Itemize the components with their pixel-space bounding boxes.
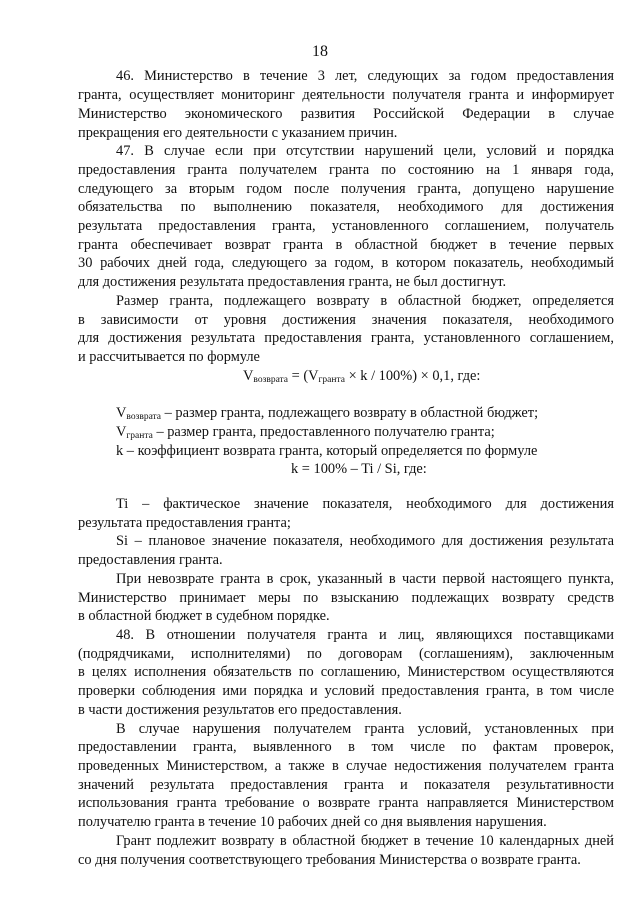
text-line: следующего за вторым годом после получения гранта, допущено нарушение <box>78 181 614 197</box>
text-line: в целях исполнения обязательств по соглашению, Министерством осуществляются <box>78 664 614 680</box>
text-line: Si – плановое значение показателя, необходимого для достижения результата <box>116 533 614 549</box>
text-line: Ti – фактическое значение показателя, необходимого для достижения <box>116 496 614 512</box>
text-line: проведенных Министерством, а также в случае недостижения получателем гранта <box>78 758 614 774</box>
text-line: (подрядчиками, исполнителями) по договорам (соглашениям), заключенным <box>78 646 614 662</box>
text-line: гранта, осуществляет мониторинг деятельности получателя гранта и информирует <box>78 87 614 103</box>
definition-v-return: $V_{возврата}$ – размер гранта, подлежащего возврату в областной бюджет; <box>116 405 539 422</box>
text-line: результата предоставления гранта; <box>78 515 291 531</box>
text-line: получателю гранта в течение 10 рабочих дней со дня выявления нарушения. <box>78 814 547 830</box>
text-line: 48. В отношении получателя гранта и лиц, являющихся поставщиками <box>116 627 614 643</box>
text-line: в областной бюджет в судебном порядке. <box>78 608 330 624</box>
text-line: При невозврате гранта в срок, указанный в части первой настоящего пункта, <box>116 571 614 587</box>
text-line: гранта обеспечивает возврат гранта в областной бюджет в течение первых <box>78 237 614 253</box>
text-line: в части достижения результатов его предоставления. <box>78 702 402 718</box>
definition-k: k – коэффициент возврата гранта, который определяется по формуле <box>116 443 538 459</box>
text-line: и рассчитывается по формуле <box>78 349 260 365</box>
text-line: проверки соблюдения ими порядка и условий предоставления гранта, в том числе <box>78 683 614 699</box>
text-line: Размер гранта, подлежащего возврату в областной бюджет, определяется <box>116 293 614 309</box>
text-line: Министерство экономического развития Российской Федерации в случае <box>78 106 614 122</box>
text-line: В случае нарушения получателем гранта условий, установленных при <box>116 721 614 737</box>
text-line: использования гранта требование о возврате гранта направляется Министерством <box>78 795 614 811</box>
formula-k: k = 100% – Ti / Si, где: <box>291 461 427 477</box>
text-line: предоставления гранта получателем гранта по состоянию на 1 января года, <box>78 162 614 178</box>
text-line: в зависимости от уровня достижения значения показателя, необходимого <box>78 312 614 328</box>
text-line: прекращения его деятельности с указанием причин. <box>78 125 398 141</box>
text-line: результата предоставления гранта, установленного соглашением, получатель <box>78 218 614 234</box>
text-line: значений результата предоставления гранта и показателя результативности <box>78 777 614 793</box>
text-line: 46. Министерство в течение 3 лет, следующих за годом предоставления <box>116 68 614 84</box>
page-number: 18 <box>312 43 328 60</box>
text-line: 30 рабочих дней года, следующего за годом, в котором показатель, необходимый <box>78 255 614 271</box>
text-line: со дня получения соответствующего требования Министерства о возврате гранта. <box>78 852 581 868</box>
text-line: для достижения результата предоставления гранта, не был достигнут. <box>78 274 507 290</box>
text-line: 47. В случае если при отсутствии нарушений цели, условий и порядка <box>116 143 614 159</box>
text-line: предоставлении гранта, выявленного в том числе по фактам проверок, <box>78 739 614 755</box>
text-line: для достижения результата предоставления гранта, установленного соглашением, <box>78 330 614 346</box>
text-line: Грант подлежит возврату в областной бюджет в течение 10 календарных дней <box>116 833 614 849</box>
text-line: обязательства по выполнению показателя, необходимого для достижения <box>78 199 614 215</box>
definition-v-grant: $V_{гранта}$ – размер гранта, предоставленного получателю гранта; <box>116 424 495 441</box>
formula-return: $V_{возврата} = (V_{гранта} \times k / 100\%) \times 0,1$, где: <box>243 368 481 385</box>
text-line: предоставления гранта. <box>78 552 223 568</box>
text-line: Министерство принимает меры по взысканию подлежащих возврату средств <box>78 590 614 606</box>
